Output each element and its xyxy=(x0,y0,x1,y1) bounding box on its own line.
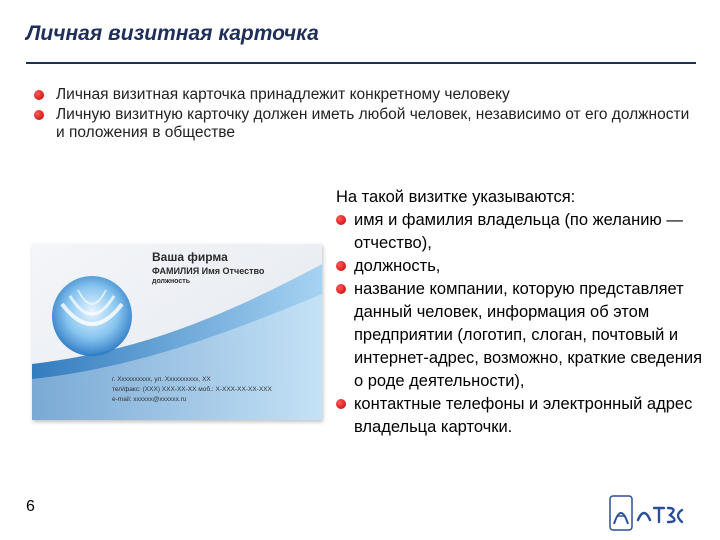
item-text: контактные телефоны и электронный адрес владельца карточки. xyxy=(354,395,693,436)
card-name: ФАМИЛИЯ Имя Отчество xyxy=(152,266,265,276)
red-dot-icon xyxy=(34,90,44,100)
title-divider xyxy=(26,62,696,64)
list-item xyxy=(336,255,706,278)
list-item xyxy=(336,278,706,393)
slide-title: Личная визитная карточка xyxy=(26,22,319,45)
card-firm: Ваша фирма xyxy=(152,250,228,264)
red-dot-icon xyxy=(336,399,346,409)
bullet-text: Личную визитную карточку должен иметь любой человек, независимо от его должности и положения в обществе xyxy=(56,106,690,141)
list-item xyxy=(336,393,706,439)
card-address: г. Хххххххххх, ул. Хххххххххх, ХХ xyxy=(112,376,211,383)
red-dot-icon xyxy=(34,110,44,120)
card-contents-list xyxy=(336,209,706,439)
university-logo-icon xyxy=(608,494,698,534)
card-email: e-mail: хххххх@хххххх.ru xyxy=(112,396,187,403)
card-phone: тел/факс: (ХХХ) ХХХ-ХХ-ХХ моб.: Х-ХХХ-ХХ-ХХ-ХХХ xyxy=(112,386,272,393)
list-item xyxy=(30,86,690,104)
item-text: имя и фамилия владельца (по желанию — отчество), xyxy=(354,211,683,252)
business-card-image xyxy=(32,244,322,420)
card-contents-section xyxy=(336,186,706,439)
list-item xyxy=(30,106,690,142)
top-bullet-list xyxy=(30,86,690,144)
red-dot-icon xyxy=(336,284,346,294)
page-number: 6 xyxy=(26,498,35,515)
red-dot-icon xyxy=(336,261,346,271)
item-text: название компании, которую представляет данный человек, информация об этом предприятии (логотип, слоган, почтовый и интернет-адрес, возможно, краткие сведения о роде деятельности), xyxy=(354,280,703,390)
red-dot-icon xyxy=(336,215,346,225)
list-item xyxy=(336,209,706,255)
card-position: должность xyxy=(152,278,190,285)
bullet-text: Личная визитная карточка принадлежит конкретному человеку xyxy=(56,86,510,103)
item-text: должность, xyxy=(354,257,441,275)
section-heading: На такой визитке указываются: xyxy=(336,188,576,206)
